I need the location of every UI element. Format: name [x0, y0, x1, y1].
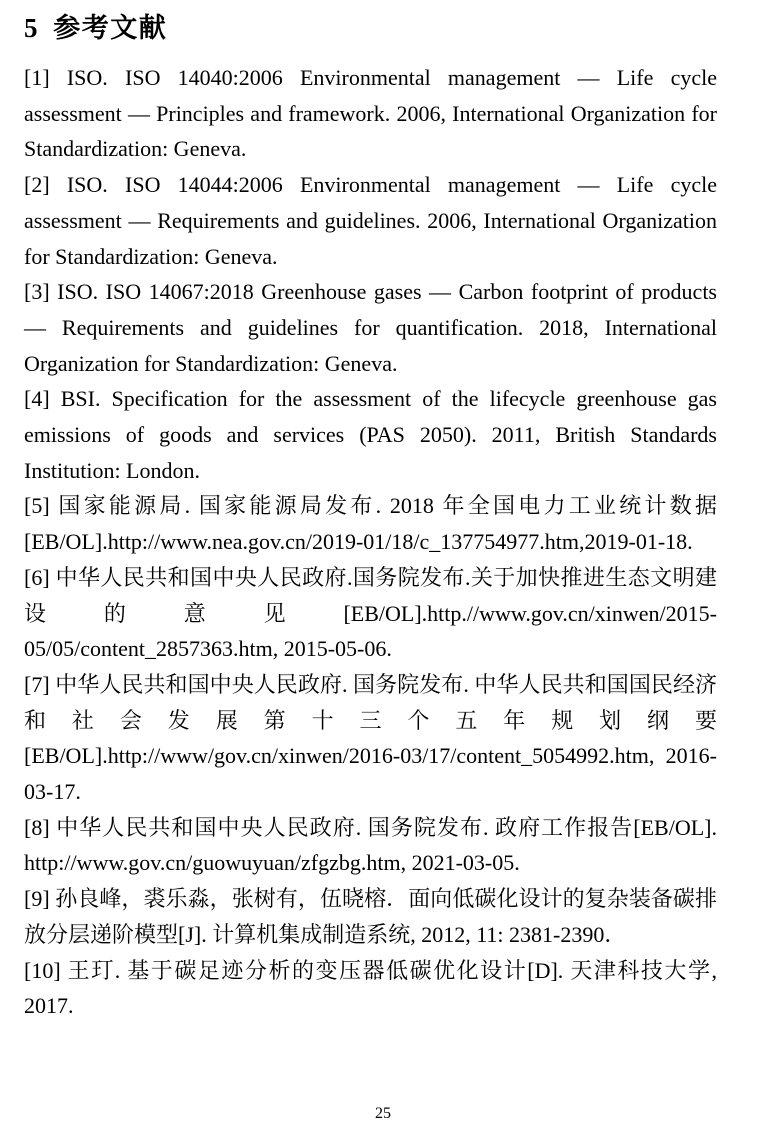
reference-item-7: [7] 中华人民共和国中央人民政府. 国务院发布. 中华人民共和国国民经济和社会发展第十三个五年规划纲要[EB/OL].http://www/gov.cn/xinwen/2016-03/17/content_5054992.htm, 2016-03-17.: [24, 671, 717, 805]
reference-item-8: [8] 中华人民共和国中央人民政府. 国务院发布. 政府工作报告[EB/OL]. http://www.gov.cn/guowuyuan/zfgzbg.htm, 2021-03-05.: [24, 814, 717, 876]
reference-item-3: [3] ISO. ISO 14067:2018 Greenhouse gases — Carbon footprint of products — Requirements and guidelines for quantification. 2018, International Organization for Standardization: Geneva.: [24, 279, 717, 376]
reference-item-2: [2] ISO. ISO 14044:2006 Environmental management — Life cycle assessment — Requirements and guidelines. 2006, International Organization for Standardization: Geneva.: [24, 172, 717, 269]
reference-item-1: [1] ISO. ISO 14040:2006 Environmental management — Life cycle assessment — Principles and framework. 2006, International Organization for Standardization: Geneva.: [24, 65, 717, 162]
reference-item-10: [10] 王玎. 基于碳足迹分析的变压器低碳优化设计[D]. 天津科技大学, 2017.: [24, 957, 717, 1019]
reference-item-4: [4] BSI. Specification for the assessment of the lifecycle greenhouse gas emissions of goods and services (PAS 2050). 2011, British Standards Institution: London.: [24, 386, 717, 483]
reference-list: [24, 60, 717, 1024]
section-heading: 5 参考文献: [24, 13, 168, 43]
page-number: 25: [375, 1105, 391, 1122]
reference-item-6: [6] 中华人民共和国中央人民政府.国务院发布.关于加快推进生态文明建设的意见[EB/OL].http.//www.gov.cn/xinwen/2015-05/05/content_2857363.htm, 2015-05-06.: [24, 564, 717, 662]
reference-item-9: [9] 孙良峰，裘乐淼，张树有，伍晓榕．面向低碳化设计的复杂装备碳排放分层递阶模型[J]. 计算机集成制造系统, 2012, 11: 2381-2390．: [24, 886, 717, 947]
reference-item-5: [5] 国家能源局. 国家能源局发布. 2018 年全国电力工业统计数据[EB/OL].http://www.nea.gov.cn/2019-01/18/c_137754977.htm,2019-01-18.: [24, 493, 717, 555]
